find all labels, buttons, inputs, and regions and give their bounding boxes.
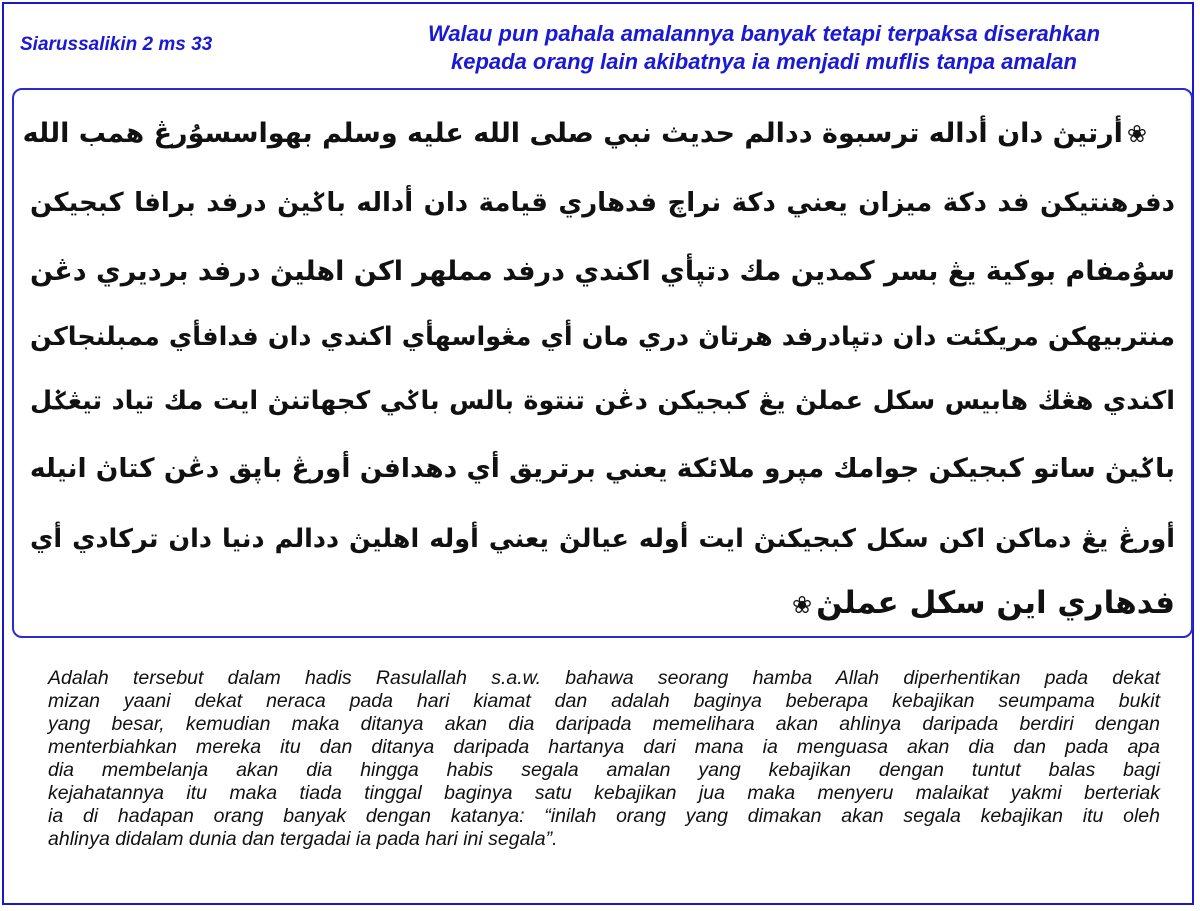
manuscript-line-8 (788, 583, 1175, 625)
translation-line: Adalah tersebut dalam hadis Rasulallah s.a.w. bahawa seorang hamba Allah diperhentikan pada dekat (48, 667, 1160, 689)
manuscript-line-5: اكندي هڠڬ هابيس سکل عملڽ يڠ كبجيكن دڠن تنتوة بالس باݢي كجهاتنڽ ايت مك تياد تيڠݢل (30, 386, 1175, 416)
translation-line: ia di hadapan orang banyak dengan katanya: “inilah orang yang dimakan akan segala kebajikan itu oleh (48, 805, 1160, 827)
translation-line: menterbiahkan mereka itu dan ditanya daripada hartanya dari mana ia menguasa akan dia dan pada apa (48, 736, 1160, 758)
page-frame (2, 2, 1194, 905)
flower-ornament-icon: ❀ (792, 591, 813, 619)
translation-line: mizan yaani dekat neraca pada hari kiamat dan adalah baginya beberapa kebajikan seumpama bukit (48, 690, 1160, 712)
manuscript-line-text: فدهاري اين سکل عملڽ (816, 585, 1175, 621)
manuscript-line-3: سوُمفام بوكية يڠ بسر كمدين مك دتپأي اكندي درفد مملهر اكن اهليڽ درفد برديري دڠن (30, 256, 1175, 287)
headline (334, 20, 1194, 76)
manuscript-line-4: منتربيهكن مريكئت دان دتپادرفد هرتاڽ دري مان أي مڠواسهأي اكندي دان فدافأي ممبلنجاكن (30, 322, 1175, 352)
headline-line-2: kepada orang lain akibatnya ia menjadi muflis tanpa amalan (451, 49, 1077, 74)
translation-line: yang besar, kemudian maka ditanya akan dia daripada memelihara akan ahlinya daripada berdiri dengan (48, 713, 1160, 735)
manuscript-scan (12, 88, 1193, 638)
translation-line: dia membelanja akan dia hingga habis segala amalan yang kebajikan dengan tuntut balas bagi (48, 759, 1160, 781)
headline-line-1: Walau pun pahala amalannya banyak tetapi terpaksa diserahkan (427, 21, 1101, 46)
manuscript-line-6: باݢيڽ ساتو كبجيكن جوامك مپرو ملائكة يعني برتريق أي دهدافن أورڠ باپق دڠن كتاڽ انيله (29, 453, 1175, 484)
manuscript-line-7: أورڠ يڠ دماكن اكن سکل كبجيكنڽ ايت أوله عيالڽ يعني أوله اهليڽ ددالم دنيا دان تركادي أي (30, 524, 1175, 554)
translation-line: ahlinya didalam dunia dan tergadai ia pada hari ini segala”. (48, 828, 558, 850)
manuscript-line-text: أرتيڽ دان أداله ترسبوة ددالم حديث نبي صلى الله عليه وسلم بهواسسوُرڠ همب الله (22, 118, 1123, 149)
translation-paragraph (48, 667, 1160, 851)
manuscript-line-1 (23, 114, 1151, 154)
flower-ornament-icon: ❀ (1126, 120, 1147, 148)
translation-line: kejahatannya itu maka tiada tinggal baginya satu kebajikan jua maka menyeru malaikat yakmi berteriak (48, 782, 1160, 804)
manuscript-line-2: دفرهنتيكن فد دكة ميزان يعني دكة نراچ فدهاري قيامة دان أداله باݢيڽ درفد برافا كبجيكن (30, 188, 1175, 218)
source-reference: Siarussalikin 2 ms 33 (20, 34, 213, 55)
